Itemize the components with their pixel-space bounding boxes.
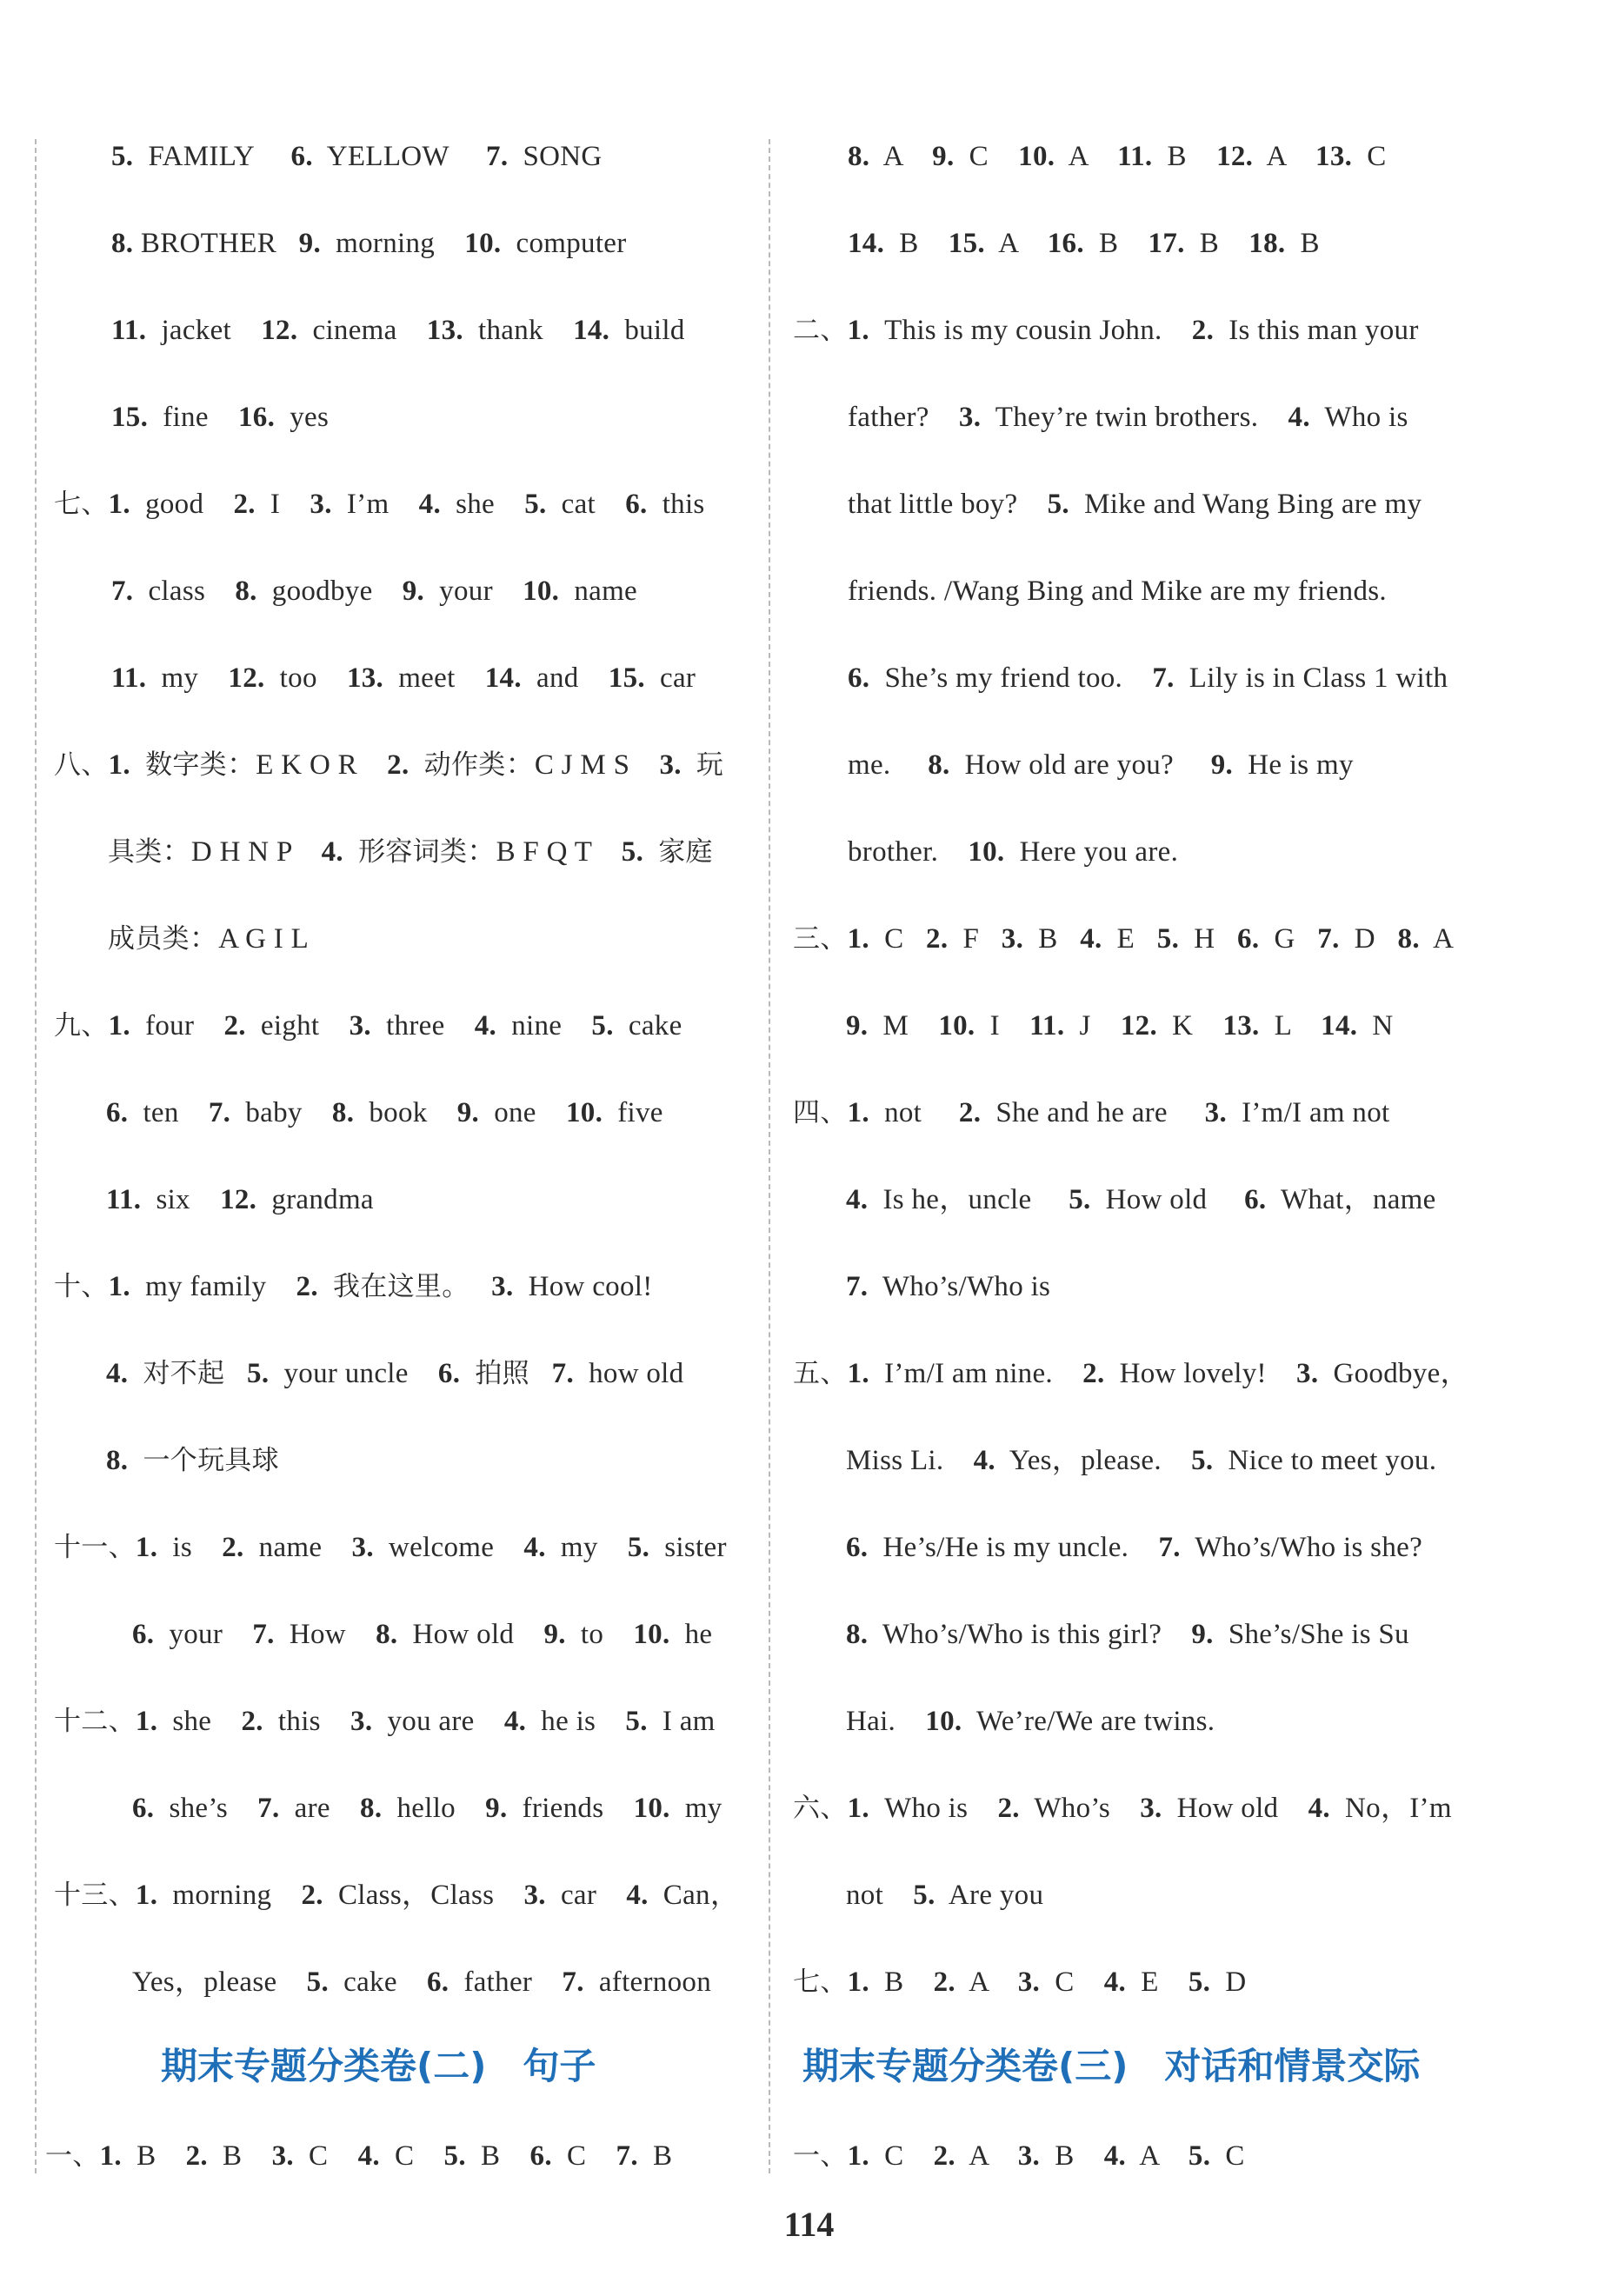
right-answer-line: me. 8. How old are you? 9. He is my: [848, 749, 1354, 781]
right-answer-line: friends. /Wang Bing and Mike are my friends.: [848, 576, 1387, 607]
right-answer-line: 6. He’s/He is my uncle. 7. Who’s/Who is she?: [846, 1532, 1423, 1563]
right-answer-line: 二、1. This is my cousin John. 2. Is this man your: [793, 315, 1419, 346]
left-margin-rule: [35, 139, 37, 2173]
left-answer-line: 11. six 12. grandma: [106, 1184, 374, 1215]
left-answer-line: 十二、1. she 2. this 3. you are 4. he is 5. I am: [54, 1706, 716, 1737]
left-answer-line: 15. fine 16. yes: [111, 402, 330, 433]
right-answer-line: brother. 10. Here you are.: [848, 836, 1179, 868]
right-answer-line: 7. Who’s/Who is: [846, 1271, 1051, 1302]
left-answer-line: 十一、1. is 2. name 3. welcome 4. my 5. sister: [54, 1532, 727, 1563]
left-answer-line: Yes，please 5. cake 6. father 7. afternoon: [132, 1967, 711, 1998]
section-heading-sentences: 期末专题分类卷(二) 句子: [161, 2045, 596, 2087]
right-answer-line: Miss Li. 4. Yes，please. 5. Nice to meet you.: [846, 1445, 1437, 1476]
left-answer-line: 6. she’s 7. are 8. hello 9. friends 10. my: [132, 1793, 722, 1824]
left-answer-line: 具类：D H N P 4. 形容词类：B F Q T 5. 家庭: [108, 836, 713, 868]
left-answer-line: 6. ten 7. baby 8. book 9. one 10. five: [106, 1097, 663, 1128]
right-answer-line: 6. She’s my friend too. 7. Lily is in Class 1 with: [848, 662, 1448, 694]
right-answer-line: 五、1. I’m/I am nine. 2. How lovely! 3. Goodbye，: [793, 1358, 1469, 1389]
right-answer-line: 一、1. C 2. A 3. B 4. A 5. C: [793, 2140, 1245, 2172]
right-answer-line: father? 3. They’re twin brothers. 4. Who is: [848, 402, 1408, 433]
page-number: 114: [783, 2205, 835, 2244]
left-answer-line: 成员类：A G I L: [108, 923, 310, 955]
left-answer-line: 8. 一个玩具球: [106, 1445, 279, 1476]
left-answer-line: 一、1. B 2. B 3. C 4. C 5. B 6. C 7. B: [45, 2140, 673, 2172]
right-answer-line: not 5. Are you: [846, 1880, 1044, 1911]
right-answer-line: 七、1. B 2. A 3. C 4. E 5. D: [793, 1967, 1247, 1998]
right-answer-line: 三、1. C 2. F 3. B 4. E 5. H 6. G 7. D 8. A: [793, 923, 1455, 955]
left-answer-line: 九、1. four 2. eight 3. three 4. nine 5. cake: [54, 1010, 682, 1042]
right-answer-line: 六、1. Who is 2. Who’s 3. How old 4. No，I’m: [793, 1793, 1452, 1824]
column-divider: [769, 139, 770, 2173]
left-answer-line: 11. jacket 12. cinema 13. thank 14. build: [111, 315, 685, 346]
right-answer-line: 14. B 15. A 16. B 17. B 18. B: [848, 228, 1320, 259]
right-answer-line: 8. A 9. C 10. A 11. B 12. A 13. C: [848, 141, 1387, 172]
left-answer-line: 八、1. 数字类：E K O R 2. 动作类：C J M S 3. 玩: [54, 749, 724, 781]
left-answer-line: 十、1. my family 2. 我在这里。 3. How cool!: [54, 1271, 653, 1302]
section-heading-dialogue: 期末专题分类卷(三) 对话和情景交际: [802, 2045, 1421, 2087]
right-answer-line: 8. Who’s/Who is this girl? 9. She’s/She is Su: [846, 1619, 1409, 1650]
left-answer-line: 7. class 8. goodbye 9. your 10. name: [111, 576, 637, 607]
left-answer-line: 6. your 7. How 8. How old 9. to 10. he: [132, 1619, 713, 1650]
left-answer-line: 8. BROTHER 9. morning 10. computer: [111, 228, 627, 259]
right-answer-line: 9. M 10. I 11. J 12. K 13. L 14. N: [846, 1010, 1394, 1042]
right-answer-line: that little boy? 5. Mike and Wang Bing are my: [848, 489, 1422, 520]
right-answer-line: Hai. 10. We’re/We are twins.: [846, 1706, 1215, 1737]
left-answer-line: 七、1. good 2. I 3. I’m 4. she 5. cat 6. this: [54, 489, 705, 520]
left-answer-line: 5. FAMILY 6. YELLOW 7. SONG: [111, 141, 603, 172]
right-answer-line: 四、1. not 2. She and he are 3. I’m/I am not: [793, 1097, 1390, 1128]
left-answer-line: 4. 对不起 5. your uncle 6. 拍照 7. how old: [106, 1358, 684, 1389]
left-answer-line: 十三、1. morning 2. Class，Class 3. car 4. Can，: [54, 1880, 740, 1911]
left-answer-line: 11. my 12. too 13. meet 14. and 15. car: [111, 662, 696, 694]
right-answer-line: 4. Is he，uncle 5. How old 6. What，name: [846, 1184, 1436, 1215]
